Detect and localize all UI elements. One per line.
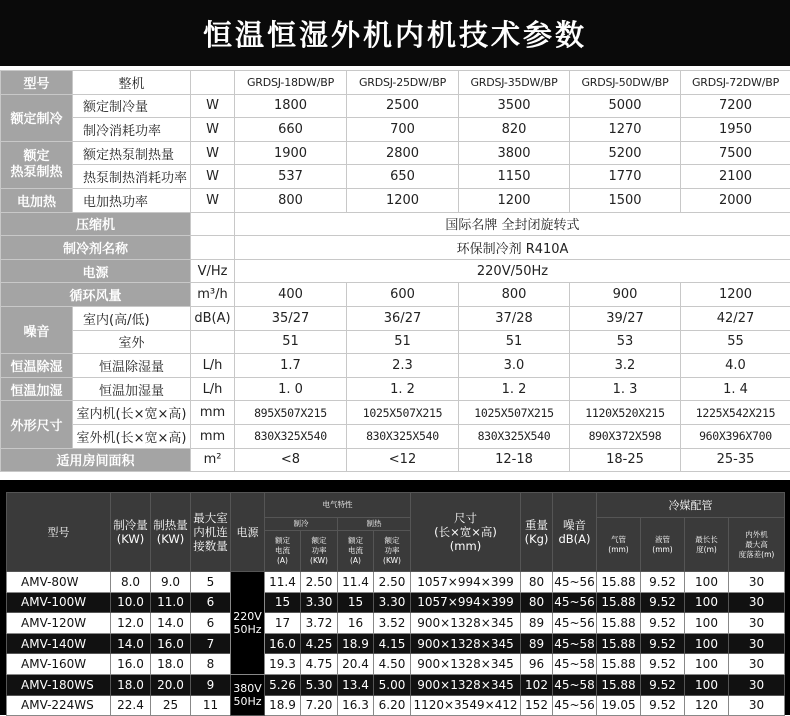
cell: 16 [338,613,374,634]
group-label: 恒温加湿 [1,377,73,401]
cell: 22.4 [111,695,151,716]
spec-row [1,424,790,448]
cell-value: 7500 [681,141,790,165]
cell-model: AMV-160W [7,654,111,675]
cell: 100 [685,592,729,613]
table-row [7,613,785,634]
cell-value: 1025X507X215 [347,401,459,425]
cell-value: 830X325X540 [347,424,459,448]
model-name: GRDSJ-50DW/BP [570,71,681,95]
row-label: 额定热泵制热量 [73,141,191,165]
cell-value: 1225X542X215 [681,401,790,425]
cell: 9.52 [641,633,685,654]
spec-row [1,118,790,142]
cell-value: 537 [235,165,347,189]
h-power: 电源 [231,493,265,572]
cell: 6.20 [374,695,411,716]
cell: 45~56 [553,695,597,716]
cell: 100 [685,674,729,695]
cell: 18.0 [111,674,151,695]
cell-value: 1800 [235,94,347,118]
cell: 30 [729,674,785,695]
cell-value: 1770 [570,165,681,189]
cell: 15.88 [597,674,641,695]
cell: 30 [729,695,785,716]
cell: 8.0 [111,572,151,593]
cell: 9.0 [151,572,191,593]
cell: 4.25 [301,633,338,654]
cell-value: 2800 [347,141,459,165]
row-unit: V/Hz [191,259,235,283]
cell: 89 [521,613,553,634]
h-weight: 重量 (Kg) [521,493,553,572]
cell-value: 820 [459,118,570,142]
spec-row [1,141,790,165]
cell: 30 [729,633,785,654]
spec-row [1,354,790,378]
cell-value: 800 [459,283,570,307]
cell: 18.9 [265,695,301,716]
cell-value: 37/28 [459,306,570,330]
row-label: 恒温加湿量 [73,377,191,401]
cell: 18.9 [338,633,374,654]
cell: 25 [151,695,191,716]
cell: 45~58 [553,674,597,695]
row-label: 热泵制热消耗功率 [73,165,191,189]
cell: 80 [521,592,553,613]
cell-value: 650 [347,165,459,189]
cell: 16.0 [151,633,191,654]
cell: 5.00 [374,674,411,695]
unit-header: 整机 [73,71,191,95]
row-unit: W [191,141,235,165]
cell-value: 830X325X540 [459,424,570,448]
cell-value: 35/27 [235,306,347,330]
cell-value: 2500 [347,94,459,118]
amv-header-row [7,493,785,518]
cell: 5 [191,572,231,593]
cell: 20.0 [151,674,191,695]
h-pw: 额定 功率 (KW) [374,531,411,572]
cell: 15 [338,592,374,613]
cell: 2.50 [301,572,338,593]
spec-table [0,70,790,472]
cell-value: 600 [347,283,459,307]
cell-value: 2000 [681,188,790,212]
cell-value: 830X325X540 [235,424,347,448]
cell: 16.0 [265,633,301,654]
h-noise: 噪音 dB(A) [553,493,597,572]
cell: 12.0 [111,613,151,634]
cell: 10.0 [111,592,151,613]
spec-row [1,236,790,260]
table-row [7,572,785,593]
cell: 9.52 [641,592,685,613]
cell: 7.20 [301,695,338,716]
cell: 45~56 [553,572,597,593]
cell: 120 [685,695,729,716]
h-heat: 制热量 (KW) [151,493,191,572]
cell-value: 3500 [459,94,570,118]
spec-row [1,448,790,472]
h-elec-heat: 制热 [338,518,411,531]
row-unit: mm [191,424,235,448]
spec-row [1,377,790,401]
spec-row [1,212,790,236]
row-unit: m³/h [191,283,235,307]
h-elec: 电气特性 [265,493,411,518]
cell-value: 700 [347,118,459,142]
page-title: 恒温恒湿外机内机技术参数 [0,0,790,66]
cell-value: 1200 [681,283,790,307]
cell: 15.88 [597,613,641,634]
cell-model: AMV-180WS [7,674,111,695]
cell-model: AMV-80W [7,572,111,593]
h-liquid: 液管 (mm) [641,518,685,572]
row-label: 电加热功率 [73,188,191,212]
cell: 15.88 [597,572,641,593]
cell-value: 4.0 [681,354,790,378]
cell: 16.3 [338,695,374,716]
model-name: GRDSJ-35DW/BP [459,71,570,95]
cell-value: 220V/50Hz [235,259,790,283]
cell-value: 1120X520X215 [570,401,681,425]
cell: 13.4 [338,674,374,695]
row-label: 压缩机 [1,212,191,236]
cell-model: AMV-224WS [7,695,111,716]
h-cur: 额定 电流 (A) [265,531,301,572]
cell: 30 [729,613,785,634]
cell-model: AMV-140W [7,633,111,654]
cell: 30 [729,592,785,613]
cell-value: 660 [235,118,347,142]
row-label: 室内(高/低) [73,306,191,330]
cell: 6 [191,613,231,634]
model-name: GRDSJ-72DW/BP [681,71,790,95]
cell-value: 1200 [459,188,570,212]
cell-value: 1900 [235,141,347,165]
row-label: 适用房间面积 [1,448,191,472]
cell: 9.52 [641,674,685,695]
cell: 5.30 [301,674,338,695]
unit-blank [191,212,235,236]
cell: 14.0 [151,613,191,634]
model-name: GRDSJ-25DW/BP [347,71,459,95]
cell: 11.4 [338,572,374,593]
cell: 2.50 [374,572,411,593]
spec-row [1,283,790,307]
group-label: 额定制冷 [1,94,73,141]
cell-value: 55 [681,330,790,354]
cell: 100 [685,633,729,654]
cell-value: 25-35 [681,448,790,472]
spec-row [1,94,790,118]
cell-value: 42/27 [681,306,790,330]
row-unit: m² [191,448,235,472]
cell-value: 1. 2 [459,377,570,401]
voltage-cell: 220V 50Hz [231,572,265,675]
cell: 9.52 [641,695,685,716]
spec-row [1,401,790,425]
cell: 19.05 [597,695,641,716]
cell-value: <12 [347,448,459,472]
group-label: 恒温除湿 [1,354,73,378]
cell: 15.88 [597,633,641,654]
row-unit: W [191,118,235,142]
cell: 11.0 [151,592,191,613]
cell-value: 51 [459,330,570,354]
h-elec-cool: 制冷 [265,518,338,531]
row-label: 恒温除湿量 [73,354,191,378]
cell-value: 1270 [570,118,681,142]
cell: 102 [521,674,553,695]
cell: 900×1328×345 [411,633,521,654]
cell: 100 [685,613,729,634]
cell: 16.0 [111,654,151,675]
row-label: 室内机(长×宽×高) [73,401,191,425]
row-unit [191,330,235,354]
group-label: 额定 热泵制热 [1,141,73,188]
cell: 14.0 [111,633,151,654]
row-label: 循环风量 [1,283,191,307]
table-row [7,695,785,716]
cell: 1057×994×399 [411,592,521,613]
h-maxdiff: 内外机 最大高 度落差(m) [729,518,785,572]
cell: 15.88 [597,592,641,613]
cell-value: 2100 [681,165,790,189]
cell-value: 36/27 [347,306,459,330]
cell: 15.88 [597,654,641,675]
model-name: GRDSJ-18DW/BP [235,71,347,95]
cell-value: <8 [235,448,347,472]
cell-value: 国际名牌 全封闭旋转式 [235,212,790,236]
cell-value: 51 [347,330,459,354]
cell: 100 [685,572,729,593]
table-row [7,654,785,675]
cell: 15 [265,592,301,613]
cell-value: 53 [570,330,681,354]
cell: 11 [191,695,231,716]
cell: 900×1328×345 [411,654,521,675]
row-unit: mm [191,401,235,425]
h-pipe: 冷媒配管 [597,493,785,518]
group-label: 外形尺寸 [1,401,73,448]
cell: 3.52 [374,613,411,634]
cell-value: 1500 [570,188,681,212]
h-maxlen: 最长长 度(m) [685,518,729,572]
cell: 30 [729,654,785,675]
cell-value: 7200 [681,94,790,118]
cell-value: 895X507X215 [235,401,347,425]
table-row [7,674,785,695]
cell-value: 1950 [681,118,790,142]
cell-value: 890X372X598 [570,424,681,448]
cell: 11.4 [265,572,301,593]
table-row [7,633,785,654]
h-gas: 气管 (mm) [597,518,641,572]
row-label: 电源 [1,259,191,283]
cell: 9.52 [641,572,685,593]
cell: 18.0 [151,654,191,675]
cell-model: AMV-100W [7,592,111,613]
cell-value: 3.2 [570,354,681,378]
row-unit: W [191,188,235,212]
cell-value: 3800 [459,141,570,165]
cell: 30 [729,572,785,593]
model-header: 型号 [1,71,73,95]
cell: 1057×994×399 [411,572,521,593]
cell-value: 5000 [570,94,681,118]
row-label: 室外 [73,330,191,354]
cell: 80 [521,572,553,593]
spec-row [1,188,790,212]
cell: 100 [685,654,729,675]
cell: 20.4 [338,654,374,675]
cell-value: 800 [235,188,347,212]
cell: 1120×3549×412 [411,695,521,716]
cell: 9.52 [641,654,685,675]
cell: 9.52 [641,613,685,634]
cell-value: 1200 [347,188,459,212]
cell: 3.72 [301,613,338,634]
row-unit: L/h [191,377,235,401]
cell-value: 18-25 [570,448,681,472]
h-max-units: 最大室 内机连 接数量 [191,493,231,572]
cell: 45~56 [553,613,597,634]
cell-value: 400 [235,283,347,307]
cell: 19.3 [265,654,301,675]
spec-row [1,330,790,354]
spec-header-row [1,71,790,95]
cell-value: 1025X507X215 [459,401,570,425]
row-label: 制冷消耗功率 [73,118,191,142]
cell-value: 1. 2 [347,377,459,401]
cell-value: 2.3 [347,354,459,378]
cell-value: 1.7 [235,354,347,378]
unit-blank [191,236,235,260]
cell: 4.75 [301,654,338,675]
cell-value: 环保制冷剂 R410A [235,236,790,260]
cell: 45~58 [553,633,597,654]
cell-value: 960X396X700 [681,424,790,448]
cell-value: 39/27 [570,306,681,330]
h-pw: 额定 功率 (KW) [301,531,338,572]
cell: 9 [191,674,231,695]
group-label: 噪音 [1,306,73,353]
cell: 4.50 [374,654,411,675]
group-label: 电加热 [1,188,73,212]
cell-value: 1. 4 [681,377,790,401]
cell: 152 [521,695,553,716]
cell-value: 51 [235,330,347,354]
h-size: 尺寸 (长×宽×高) (mm) [411,493,521,572]
unit-blank [191,71,235,95]
cell: 45~58 [553,654,597,675]
voltage-cell: 380V 50Hz [231,674,265,715]
row-label: 额定制冷量 [73,94,191,118]
cell: 8 [191,654,231,675]
row-label: 制冷剂名称 [1,236,191,260]
spec-row [1,306,790,330]
row-unit: dB(A) [191,306,235,330]
row-unit: L/h [191,354,235,378]
cell: 45~56 [553,592,597,613]
cell: 6 [191,592,231,613]
cell: 3.30 [301,592,338,613]
row-label: 室外机(长×宽×高) [73,424,191,448]
cell-value: 1. 3 [570,377,681,401]
cell: 7 [191,633,231,654]
row-unit: W [191,94,235,118]
cell: 96 [521,654,553,675]
cell: 89 [521,633,553,654]
table-row [7,592,785,613]
cell: 5.26 [265,674,301,695]
cell: 17 [265,613,301,634]
cell: 4.15 [374,633,411,654]
cell: 900×1328×345 [411,674,521,695]
cell: 3.30 [374,592,411,613]
cell-value: 5200 [570,141,681,165]
h-model: 型号 [7,493,111,572]
cell-value: 3.0 [459,354,570,378]
cell: 900×1328×345 [411,613,521,634]
cell-model: AMV-120W [7,613,111,634]
cell-value: 1150 [459,165,570,189]
row-unit: W [191,165,235,189]
amv-table [6,492,785,716]
cell-value: 1. 0 [235,377,347,401]
spec-row [1,165,790,189]
cell-value: 900 [570,283,681,307]
spec-row [1,259,790,283]
h-cur: 额定 电流 (A) [338,531,374,572]
h-cool: 制冷量 (KW) [111,493,151,572]
cell-value: 12-18 [459,448,570,472]
